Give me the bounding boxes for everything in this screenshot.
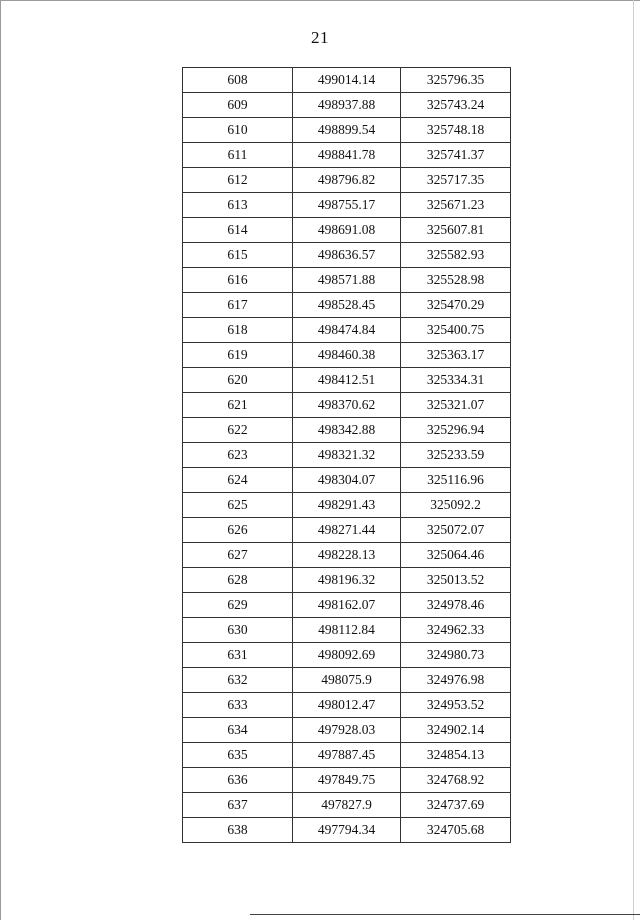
point-number-cell: 630	[183, 618, 293, 643]
y-coordinate-cell: 325296.94	[401, 418, 511, 443]
x-coordinate-cell: 498528.45	[293, 293, 401, 318]
x-coordinate-cell: 498291.43	[293, 493, 401, 518]
y-coordinate-cell: 325671.23	[401, 193, 511, 218]
x-coordinate-cell: 498342.88	[293, 418, 401, 443]
y-coordinate-cell: 324768.92	[401, 768, 511, 793]
point-number-cell: 625	[183, 493, 293, 518]
point-number-cell: 629	[183, 593, 293, 618]
y-coordinate-cell: 325064.46	[401, 543, 511, 568]
x-coordinate-cell: 498412.51	[293, 368, 401, 393]
table-row	[183, 393, 511, 418]
table-row	[183, 168, 511, 193]
y-coordinate-cell: 325528.98	[401, 268, 511, 293]
y-coordinate-cell: 325743.24	[401, 93, 511, 118]
table-row	[183, 793, 511, 818]
y-coordinate-cell: 325470.29	[401, 293, 511, 318]
x-coordinate-cell: 498460.38	[293, 343, 401, 368]
x-coordinate-cell: 498755.17	[293, 193, 401, 218]
coordinates-table	[182, 67, 511, 843]
x-coordinate-cell: 498162.07	[293, 593, 401, 618]
table-row	[183, 343, 511, 368]
x-coordinate-cell: 498370.62	[293, 393, 401, 418]
x-coordinate-cell: 498899.54	[293, 118, 401, 143]
y-coordinate-cell: 324976.98	[401, 668, 511, 693]
x-coordinate-cell: 498571.88	[293, 268, 401, 293]
x-coordinate-cell: 498228.13	[293, 543, 401, 568]
table-row	[183, 818, 511, 843]
y-coordinate-cell: 325233.59	[401, 443, 511, 468]
table-row	[183, 418, 511, 443]
table-row	[183, 193, 511, 218]
table-row	[183, 318, 511, 343]
point-number-cell: 611	[183, 143, 293, 168]
point-number-cell: 635	[183, 743, 293, 768]
y-coordinate-cell: 325334.31	[401, 368, 511, 393]
y-coordinate-cell: 325092.2	[401, 493, 511, 518]
y-coordinate-cell: 324962.33	[401, 618, 511, 643]
x-coordinate-cell: 498271.44	[293, 518, 401, 543]
point-number-cell: 614	[183, 218, 293, 243]
y-coordinate-cell: 324980.73	[401, 643, 511, 668]
point-number-cell: 617	[183, 293, 293, 318]
y-coordinate-cell: 324854.13	[401, 743, 511, 768]
point-number-cell: 619	[183, 343, 293, 368]
x-coordinate-cell: 498092.69	[293, 643, 401, 668]
y-coordinate-cell: 324978.46	[401, 593, 511, 618]
point-number-cell: 637	[183, 793, 293, 818]
x-coordinate-cell: 498937.88	[293, 93, 401, 118]
table-row	[183, 618, 511, 643]
x-coordinate-cell: 498796.82	[293, 168, 401, 193]
table-row	[183, 693, 511, 718]
table-row	[183, 93, 511, 118]
x-coordinate-cell: 498196.32	[293, 568, 401, 593]
point-number-cell: 632	[183, 668, 293, 693]
table-row	[183, 118, 511, 143]
scan-edge	[633, 0, 634, 920]
y-coordinate-cell: 325116.96	[401, 468, 511, 493]
point-number-cell: 638	[183, 818, 293, 843]
table-row	[183, 568, 511, 593]
table-row	[183, 668, 511, 693]
x-coordinate-cell: 497794.34	[293, 818, 401, 843]
x-coordinate-cell: 498112.84	[293, 618, 401, 643]
table-row	[183, 443, 511, 468]
y-coordinate-cell: 325717.35	[401, 168, 511, 193]
table-row	[183, 468, 511, 493]
point-number-cell: 634	[183, 718, 293, 743]
point-number-cell: 631	[183, 643, 293, 668]
table-row	[183, 243, 511, 268]
point-number-cell: 609	[183, 93, 293, 118]
x-coordinate-cell: 499014.14	[293, 68, 401, 93]
y-coordinate-cell: 325748.18	[401, 118, 511, 143]
table-row	[183, 368, 511, 393]
point-number-cell: 615	[183, 243, 293, 268]
x-coordinate-cell: 498304.07	[293, 468, 401, 493]
table-row	[183, 268, 511, 293]
page-number: 21	[311, 28, 329, 47]
point-number-cell: 628	[183, 568, 293, 593]
table-row	[183, 543, 511, 568]
table-row	[183, 768, 511, 793]
table-row	[183, 518, 511, 543]
point-number-cell: 636	[183, 768, 293, 793]
x-coordinate-cell: 498691.08	[293, 218, 401, 243]
point-number-cell: 610	[183, 118, 293, 143]
y-coordinate-cell: 325582.93	[401, 243, 511, 268]
point-number-cell: 626	[183, 518, 293, 543]
y-coordinate-cell: 324705.68	[401, 818, 511, 843]
table-row	[183, 293, 511, 318]
point-number-cell: 633	[183, 693, 293, 718]
x-coordinate-cell: 497928.03	[293, 718, 401, 743]
y-coordinate-cell: 324953.52	[401, 693, 511, 718]
y-coordinate-cell: 325400.75	[401, 318, 511, 343]
coordinates-table-body	[183, 68, 511, 843]
y-coordinate-cell: 325796.35	[401, 68, 511, 93]
point-number-cell: 616	[183, 268, 293, 293]
x-coordinate-cell: 497827.9	[293, 793, 401, 818]
y-coordinate-cell: 324737.69	[401, 793, 511, 818]
table-row	[183, 68, 511, 93]
point-number-cell: 612	[183, 168, 293, 193]
y-coordinate-cell: 325363.17	[401, 343, 511, 368]
table-row	[183, 218, 511, 243]
y-coordinate-cell: 325321.07	[401, 393, 511, 418]
y-coordinate-cell: 325607.81	[401, 218, 511, 243]
point-number-cell: 622	[183, 418, 293, 443]
point-number-cell: 618	[183, 318, 293, 343]
point-number-cell: 624	[183, 468, 293, 493]
y-coordinate-cell: 325072.07	[401, 518, 511, 543]
x-coordinate-cell: 498012.47	[293, 693, 401, 718]
point-number-cell: 608	[183, 68, 293, 93]
y-coordinate-cell: 325013.52	[401, 568, 511, 593]
table-row	[183, 143, 511, 168]
x-coordinate-cell: 498841.78	[293, 143, 401, 168]
point-number-cell: 613	[183, 193, 293, 218]
table-row	[183, 643, 511, 668]
bottom-rule	[250, 914, 640, 915]
point-number-cell: 621	[183, 393, 293, 418]
point-number-cell: 623	[183, 443, 293, 468]
point-number-cell: 627	[183, 543, 293, 568]
x-coordinate-cell: 498474.84	[293, 318, 401, 343]
table-row	[183, 743, 511, 768]
table-row	[183, 718, 511, 743]
point-number-cell: 620	[183, 368, 293, 393]
x-coordinate-cell: 498636.57	[293, 243, 401, 268]
x-coordinate-cell: 497849.75	[293, 768, 401, 793]
y-coordinate-cell: 324902.14	[401, 718, 511, 743]
x-coordinate-cell: 498321.32	[293, 443, 401, 468]
table-row	[183, 593, 511, 618]
y-coordinate-cell: 325741.37	[401, 143, 511, 168]
x-coordinate-cell: 497887.45	[293, 743, 401, 768]
table-row	[183, 493, 511, 518]
x-coordinate-cell: 498075.9	[293, 668, 401, 693]
